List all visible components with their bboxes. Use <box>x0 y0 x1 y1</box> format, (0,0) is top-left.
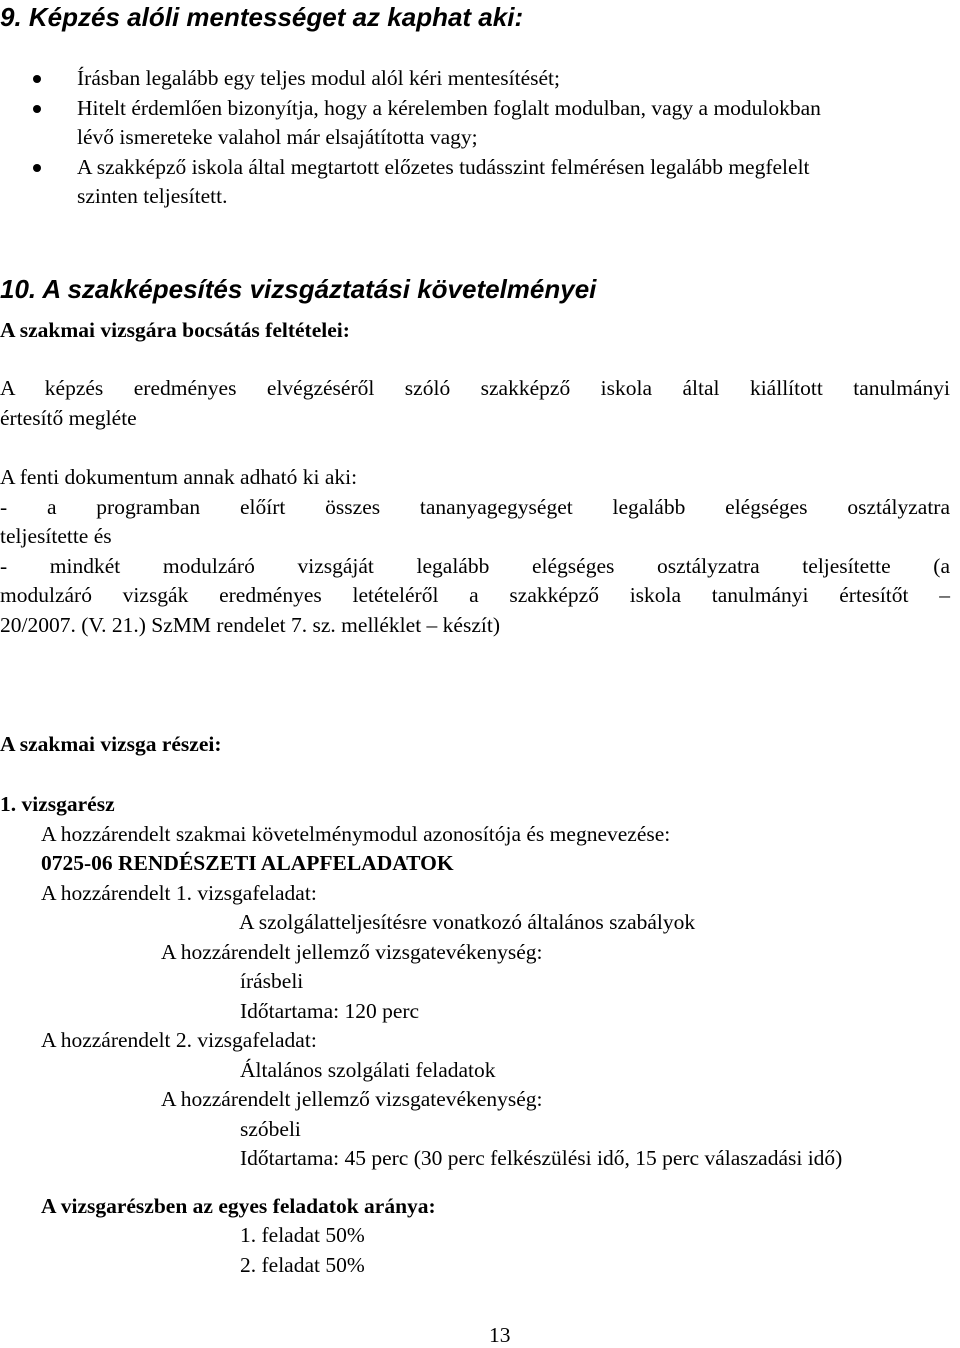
paragraph-line: A képzés eredményes elvégzéséről szóló szakképző iskola által kiállított tanulmányi <box>0 376 950 400</box>
task-2-activity-label: A hozzárendelt jellemző vizsgatevékenység: <box>161 1087 543 1111</box>
paragraph-line: modulzáró vizsgák eredményes letételéről a szakképző iskola tanulmányi értesítőt – <box>0 583 950 607</box>
list-item <box>77 64 960 94</box>
section-10-heading: 10. A szakképesítés vizsgáztatási követelményei <box>0 274 597 304</box>
ratio-item: 1. feladat 50% <box>240 1223 365 1247</box>
bullet-icon <box>33 75 41 83</box>
task-1-name: A szolgálatteljesítésre vonatkozó általános szabályok <box>239 910 696 934</box>
exam-parts-title: A szakmai vizsga részei: <box>0 732 222 756</box>
exemption-list <box>77 64 960 212</box>
admission-title: A szakmai vizsgára bocsátás feltételei: <box>0 318 350 342</box>
admission-text <box>0 374 950 433</box>
task-2-activity: szóbeli <box>240 1117 301 1141</box>
ratio-title: A vizsgarészben az egyes feladatok aránya: <box>41 1194 436 1218</box>
list-item-line: Írásban legalább egy teljes modul alól kéri mentesítését; <box>77 66 560 90</box>
task-1-duration: Időtartama: 120 perc <box>240 999 420 1023</box>
ratio-item: 2. feladat 50% <box>240 1253 365 1277</box>
list-item-line: szinten teljesített. <box>77 184 228 208</box>
task-1-activity-label: A hozzárendelt jellemző vizsgatevékenység: <box>161 940 543 964</box>
list-item <box>77 94 960 153</box>
paragraph-line: - a programban előírt összes tananyagegységet legalább elégséges osztályzatra <box>0 494 950 519</box>
paragraph-line: értesítő megléte <box>0 405 137 430</box>
task-2-label: A hozzárendelt 2. vizsgafeladat: <box>41 1028 317 1052</box>
list-item-line: lévő ismereteke valahol már elsajátította vagy; <box>77 125 478 149</box>
bullet-icon <box>33 105 41 113</box>
list-item-line: Hitelt érdemlően bizonyítja, hogy a kérelemben foglalt modulban, vagy a modulokban <box>77 95 821 120</box>
task-1-activity: írásbeli <box>240 969 304 993</box>
paragraph-line: 20/2007. (V. 21.) SzMM rendelet 7. sz. melléklet – készít) <box>0 612 500 637</box>
list-item <box>77 153 960 212</box>
task-1-label: A hozzárendelt 1. vizsgafeladat: <box>41 881 317 905</box>
module-label: A hozzárendelt szakmai követelménymodul azonosítója és megnevezése: <box>41 822 671 846</box>
task-2-duration: Időtartama: 45 perc (30 perc felkészülési idő, 15 perc válaszadási idő) <box>240 1146 843 1170</box>
task-2-name: Általános szolgálati feladatok <box>240 1058 496 1082</box>
paragraph-line: teljesítette és <box>0 524 112 548</box>
section-9-heading: 9. Képzés alóli mentességet az kaphat aki: <box>0 2 524 32</box>
list-item-line: A szakképző iskola által megtartott előzetes tudásszint felmérésen legalább megfelelt <box>77 154 810 179</box>
bullet-icon <box>33 164 41 172</box>
paragraph-line: - mindkét modulzáró vizsgáját legalább elégséges osztályzatra teljesítette (a <box>0 553 950 578</box>
document-conditions <box>0 463 950 640</box>
part-1-title: 1. vizsgarész <box>0 792 115 816</box>
paragraph-line: A fenti dokumentum annak adható ki aki: <box>0 465 358 489</box>
module-name: 0725-06 RENDÉSZETI ALAPFELADATOK <box>41 851 454 875</box>
page-number: 13 <box>489 1323 511 1347</box>
